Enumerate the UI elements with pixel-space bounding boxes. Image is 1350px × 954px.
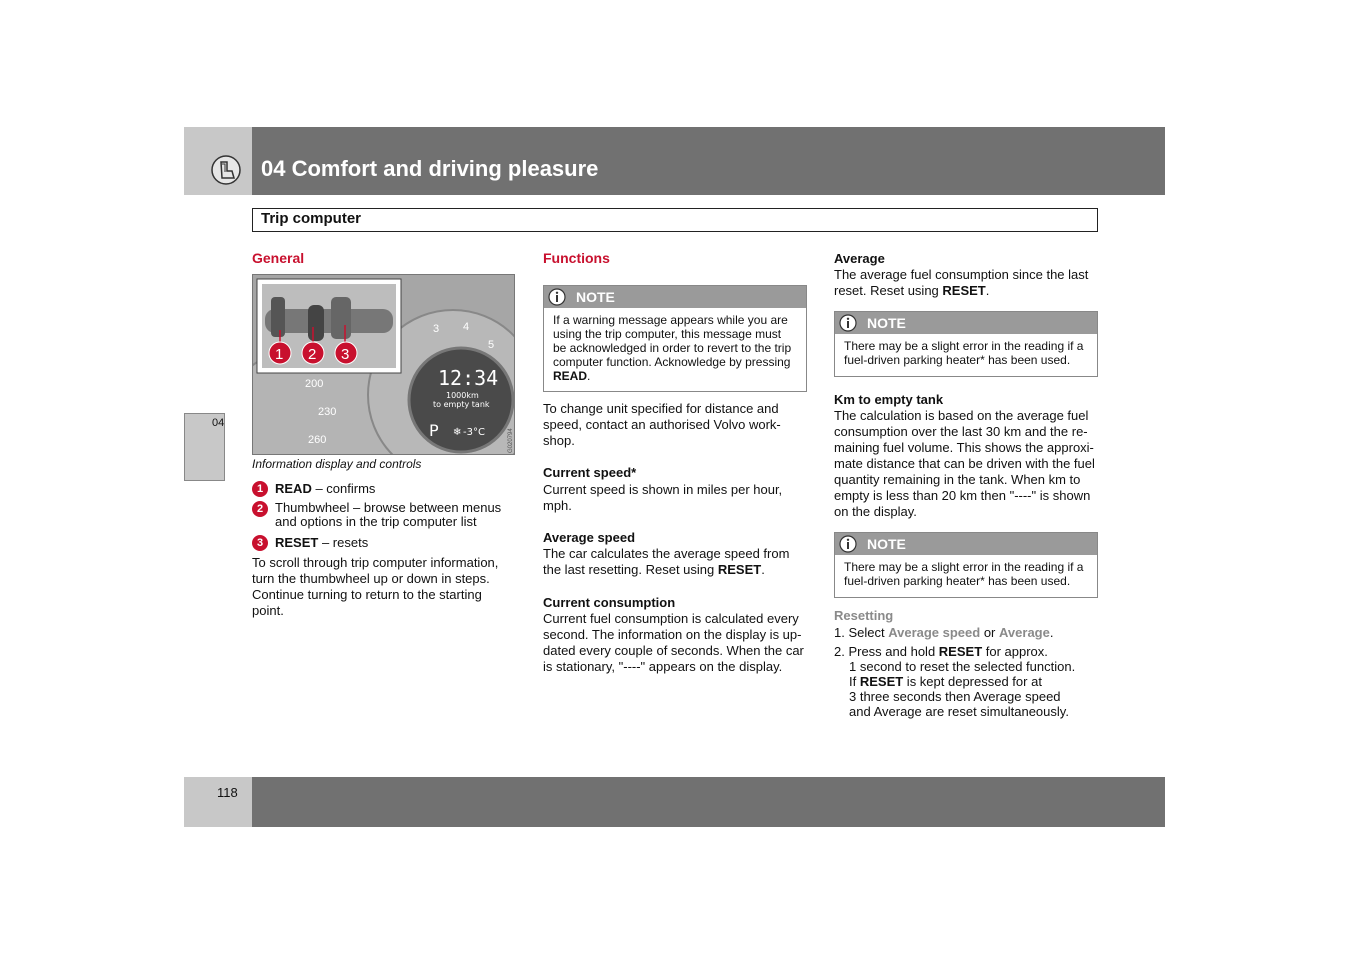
step2-line4: 3 three seconds then Average speed	[849, 689, 1061, 704]
average-text-bold: RESET	[942, 283, 986, 298]
rpm-label-4: 4	[463, 321, 470, 333]
average-text-a: The average fuel consumption since the last reset. Reset using	[834, 267, 1089, 298]
note-label: NOTE	[576, 289, 615, 305]
footer-band	[252, 777, 1165, 827]
figure-callout-3-label: 3	[341, 346, 350, 363]
list-item-reset-text: – resets	[318, 535, 369, 550]
step1-a: 1. Select	[834, 625, 889, 640]
note-text-a: If a warning message appears while you are using the trip computer, this message must be acknowledged in order to revert to the trip computer function. Acknowledge by pressing	[553, 313, 792, 369]
note-text-bold: READ	[553, 369, 588, 383]
chapter-title: 04 Comfort and driving pleasure	[261, 156, 599, 181]
resetting-heading: Resetting	[834, 608, 894, 623]
info-icon	[839, 314, 857, 332]
step2-reset: RESET	[938, 644, 983, 659]
average-speed-text	[543, 546, 808, 578]
note-header	[835, 312, 1097, 334]
note-text	[544, 308, 806, 383]
dashboard-illustration	[253, 275, 515, 455]
figure-callout-1-label: 1	[275, 346, 284, 363]
note-label: NOTE	[867, 315, 906, 331]
step1-average: Average	[999, 625, 1050, 640]
list-item-reset-bold: RESET	[275, 535, 319, 550]
step2-c: for approx.	[982, 644, 1048, 659]
unit-paragraph: To change unit specified for distance and speed, contact an authorised Volvo work-shop.	[543, 401, 781, 448]
scroll-paragraph: To scroll through trip computer information, turn the thumbwheel up or down in steps. Continue turning to return to the starting point.	[252, 555, 499, 618]
note-text-c: .	[587, 369, 591, 383]
step2-l3a: If	[849, 674, 860, 689]
list-item-thumbwheel: Thumbwheel – browse between menus and options in the trip computer list	[275, 500, 502, 529]
rpm-label-5: 5	[488, 339, 495, 351]
step2-a: 2. Press and hold	[834, 644, 939, 659]
display-line1: 1000km	[446, 391, 479, 400]
average-heading: Average	[834, 251, 885, 266]
display-time: 12:34	[438, 366, 499, 390]
step2-line2: 1 second to reset the selected function.	[849, 659, 1076, 674]
list-item-read-text: – confirms	[311, 481, 376, 496]
step2-line5: and Average are reset simultaneously.	[849, 704, 1069, 719]
note-text: There may be a slight error in the reading if a fuel-driven parking heater* has been used.	[844, 560, 1084, 588]
current-consumption-heading: Current consumption	[543, 595, 676, 610]
info-icon	[548, 288, 566, 306]
km-empty-text: The calculation is based on the average fuel consumption over the last 30 km and the re-maining fuel volume. This shows the approxi-mate distance that can be driven with the fuel quantity remaining in the tank. When km to empty is less than 20 km then "----" is shown on the display.	[834, 408, 1095, 519]
info-display-figure	[252, 274, 515, 455]
average-speed-text-c: .	[761, 562, 765, 577]
step1-or: or	[980, 625, 1000, 640]
current-consumption-text: Current fuel consumption is calculated every second. The information on the display is up-dated every couple of seconds. When the car is stationary, "----" appears on the display.	[543, 611, 804, 674]
speed-label-230: 230	[318, 406, 337, 418]
current-speed-text: Current speed is shown in miles per hour, mph.	[543, 482, 783, 513]
page-number: 118	[217, 785, 238, 800]
display-gear: P	[429, 421, 439, 440]
list-number-3: 3	[252, 535, 268, 551]
seat-icon	[211, 155, 241, 185]
section-title: Trip computer	[261, 210, 362, 227]
average-text-c: .	[985, 283, 990, 298]
average-speed-text-bold: RESET	[717, 562, 762, 577]
step2-l3c: is kept depressed for at	[903, 674, 1042, 689]
functions-heading: Functions	[543, 250, 610, 266]
average-speed-heading: Average speed	[543, 530, 636, 545]
snowflake-icon: ❄	[453, 427, 462, 438]
note-header	[835, 533, 1097, 555]
speed-label-200: 200	[305, 378, 324, 390]
note-text: There may be a slight error in the reading if a fuel-driven parking heater* has been used.	[844, 339, 1084, 367]
average-text	[834, 267, 1098, 299]
resetting-step-2	[834, 644, 1104, 719]
rpm-label-3: 3	[433, 323, 440, 335]
current-speed-heading: Current speed*	[543, 465, 637, 480]
side-tab-label: 04	[212, 417, 225, 429]
section-bar	[252, 208, 1098, 232]
list-item-reset	[275, 535, 515, 551]
note-label: NOTE	[867, 536, 906, 552]
note-box-heater-1	[834, 311, 1098, 377]
list-item-read	[275, 481, 515, 497]
list-number-2: 2	[252, 501, 268, 517]
step1-end: .	[1049, 625, 1054, 640]
note-header	[544, 286, 806, 308]
display-line2: to empty tank	[433, 400, 490, 409]
resetting-step-1	[834, 625, 1104, 641]
info-icon	[839, 535, 857, 553]
list-number-1: 1	[252, 481, 268, 497]
figure-caption: Information display and controls	[252, 457, 422, 471]
average-speed-text-a: The car calculates the average speed from the last resetting. Reset using	[543, 546, 790, 577]
list-item-read-bold: READ	[275, 481, 312, 496]
figure-callout-2-label: 2	[308, 346, 317, 363]
note-box-heater-2	[834, 532, 1098, 598]
general-heading: General	[252, 250, 305, 266]
speed-label-260: 260	[308, 434, 327, 446]
step1-average-speed: Average speed	[888, 625, 981, 640]
step2-l3-reset: RESET	[859, 674, 904, 689]
note-box-warning	[543, 285, 807, 392]
figure-code: G020794	[508, 428, 514, 453]
km-empty-heading: Km to empty tank	[834, 392, 944, 407]
display-temp: -3°C	[463, 427, 485, 438]
